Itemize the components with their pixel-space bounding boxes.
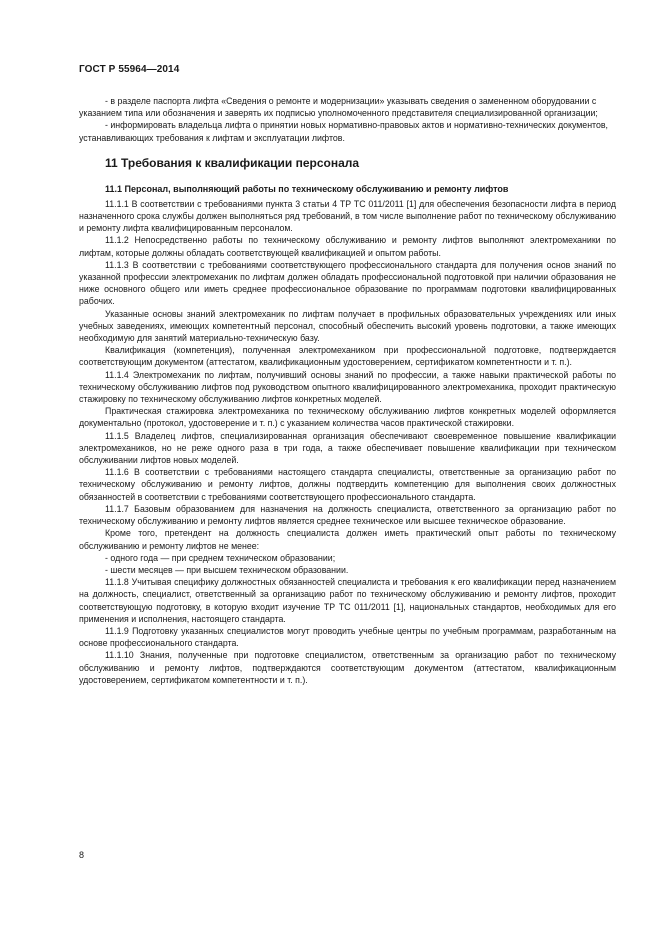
paragraph-experience: Кроме того, претендент на должность специалиста должен иметь практический опыт работы по техническому обслуживанию и ремонту лифтов не менее: xyxy=(79,528,616,551)
paragraph-11-1-8: 11.1.8 Учитывая специфику должностных обязанностей специалиста и требования к его квалификации перед назначением на должность, специалист, ответственный за организацию работ по техническому обслуживанию и ремонту лифтов, проходит соответствующую подготовку, в которую входит изучение ТР ТС 011/2011 [1], национальных стандартов, необходимых для его применения и исполнения, настоящего стандарта. xyxy=(79,577,616,624)
experience-item-1: - одного года — при среднем техническом образовании; xyxy=(105,552,336,563)
paragraph-qualification: Квалификация (компетенция), полученная электромехаником при профессиональной подготовке, подтверждается соответствующим документом (аттестатом, квалификационным удостоверением, сертификатом компетентности и т. п.). xyxy=(79,345,616,368)
paragraph-11-1-1: 11.1.1 В соответствии с требованиями пункта 3 статьи 4 ТР ТС 011/2011 [1] для обеспечения безопасности лифта в период назначенного срока службы должен выполняться ряд требований, в том числе выполнение работ по техническому обслуживанию и ремонту лифта квалифицированным персоналом. xyxy=(79,198,616,234)
paragraph-11-1-2: 11.1.2 Непосредственно работы по техническому обслуживанию и ремонту лифтов выполняют электромеханики по лифтам, которые должны обладать соответствующей квалификацией и опытом работы. xyxy=(79,235,616,258)
paragraph-11-1-3: 11.1.3 В соответствии с требованиями соответствующего профессионального стандарта для получения основ знаний по указанной профессии электромеханик по лифтам должен обладать профессиональной подготовкой при наличии образования не ниже основного общего или иметь среднее профессиональное образование по программам подготовки квалифицированных рабочих. xyxy=(79,259,616,307)
paragraph-internship: Практическая стажировка электромеханика по техническому обслуживанию лифтов конкретных моделей оформляется документально (протокол, удостоверение и т. п.) с указанием количества часов практической стажировки. xyxy=(79,406,616,429)
section-title: 11 Требования к квалификации персонала xyxy=(105,155,360,170)
subsection-title: 11.1 Персонал, выполняющий работы по техническому обслуживанию и ремонту лифтов xyxy=(105,183,509,194)
intro-item-1: - в разделе паспорта лифта «Сведения о ремонте и модернизации» указывать сведения о замененном оборудовании с указанием типа или обозначения и заверять их подписью уполномоченного представителя специализированной организации; xyxy=(79,96,598,119)
paragraph-knowledge-basis: Указанные основы знаний электромеханик по лифтам получает в профильных образовательных учреждениях или иных учебных заведениях, имеющих компетентный персонал, способный обеспечить высокий уровень подготовки, а также имеющих необходимую для занятий материально-техническую базу. xyxy=(79,308,616,344)
experience-item-2: - шести месяцев — при высшем техническом образовании. xyxy=(105,564,349,575)
document-header: ГОСТ Р 55964—2014 xyxy=(79,64,180,75)
page-body xyxy=(79,95,616,686)
intro-item-2: - информировать владельца лифта о принятии новых нормативно-правовых актов и нормативно-технических документов, устанавливающих требования к лифтам и эксплуатации лифтов. xyxy=(79,120,608,143)
paragraph-11-1-9: 11.1.9 Подготовку указанных специалистов могут проводить учебные центры по учебным программам, разработанным на основе профессионального стандарта. xyxy=(79,625,616,649)
paragraph-11-1-10: 11.1.10 Знания, полученные при подготовке специалистом, ответственным за организацию работ по техническому обслуживанию и ремонту лифтов, подтверждаются соответствующим документом (аттестатом, квалификационным удостоверением, сертификатом компетентности и т. п.). xyxy=(79,650,616,685)
page-number: 8 xyxy=(79,850,85,860)
paragraph-11-1-7: 11.1.7 Базовым образованием для назначения на должность специалиста, ответственного за организацию работ по техническому обслуживанию и ремонту лифтов является среднее техническое или высшее техническое образование. xyxy=(79,503,616,527)
paragraph-11-1-5: 11.1.5 Владелец лифтов, специализированная организация обеспечивают своевременное повышение квалификации электромехаников, но не реже одного раза в три года, а также обеспечивает повышение квалификации при техническом обслуживании лифтов новых моделей. xyxy=(79,430,616,466)
paragraph-11-1-4: 11.1.4 Электромеханик по лифтам, получивший основы знаний по профессии, а также навыки практической работы по техническому обслуживанию лифтов под руководством опытного квалифицированного электромеханика, проходит практическую стажировку по техническому обслуживанию лифтов конкретных моделей. xyxy=(79,369,616,405)
paragraph-11-1-6: 11.1.6 В соответствии с требованиями настоящего стандарта специалисты, ответственные за организацию работ по техническому обслуживанию и ремонту лифтов, должны подтвердить компетенцию для выполнения своих должностных обязанностей в соответствии с требованиями соответствующего профессионального стандарта. xyxy=(79,467,616,502)
